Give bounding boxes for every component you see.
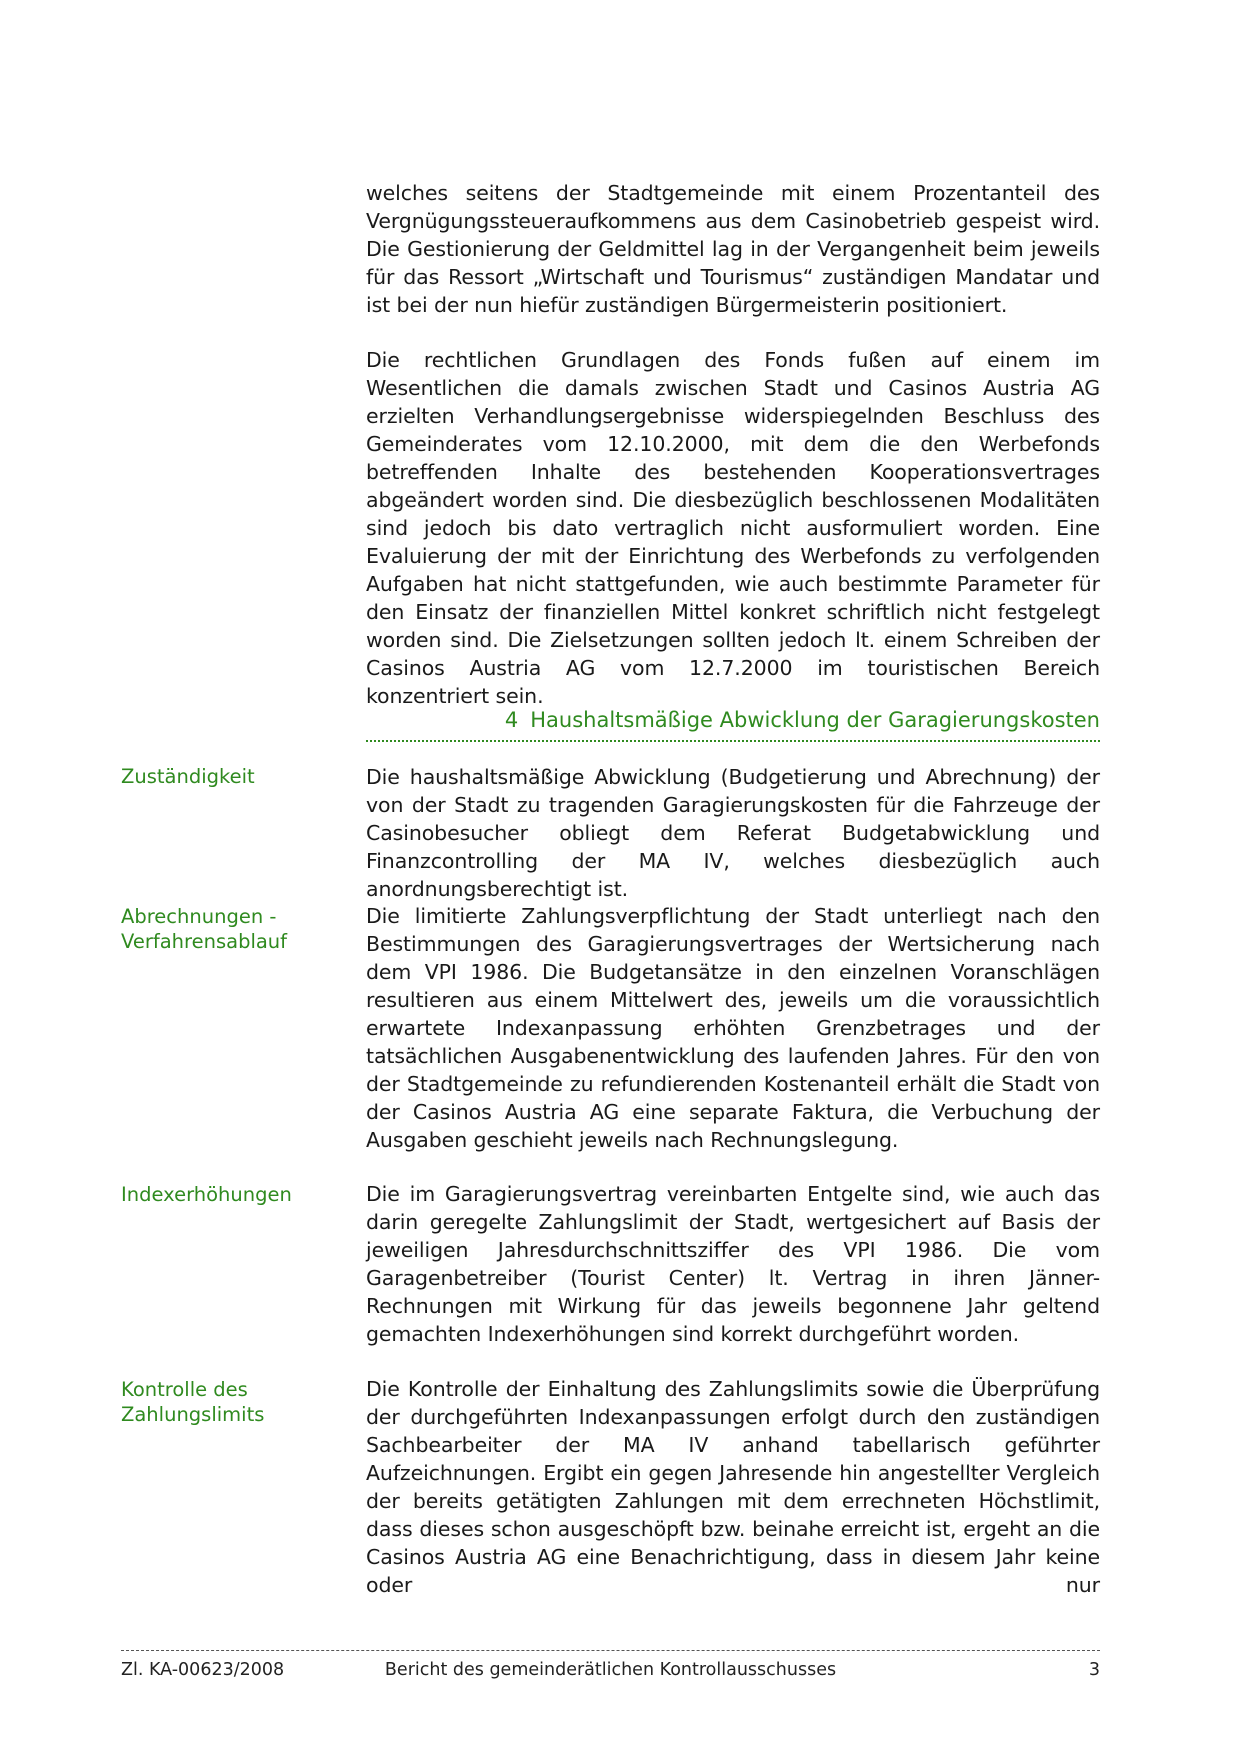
margin-label-abrechnungen-line-1: Abrechnungen - [121,905,277,928]
footer-reference: Zl. KA-00623/2008 [121,1660,285,1680]
section-heading-divider [366,740,1100,742]
margin-label-abrechnungen-line-2: Verfahrensablauf [121,930,288,953]
section-heading [366,706,1100,738]
paragraph-indexerhoehungen: Die im Garagierungsvertrag vereinbarten Entgelte sind, wie auch das darin geregelte Zahlungslimit der Stadt, wertgesichert auf Basis der jeweiligen Jahresdurchschnittsziffer des VPI 1986. Die vom Garagenbetreiber (Tourist Center) lt. Vertrag in ihren Jänner-Rechnungen mit Wirkung für das jeweils begonnene Jahr geltend gemachten Indexerhöhungen sind korrekt durchgeführt worden. [366,1182,1100,1346]
footer-divider [121,1650,1100,1651]
section-title: Haushaltsmäßige Abwicklung der Garagierungskosten [530,708,1100,732]
paragraph-abrechnungen: Die limitierte Zahlungsverpflichtung der Stadt unterliegt nach den Bestimmungen des Garagierungsvertrages der Wertsicherung nach dem VPI 1986. Die Budgetansätze in den einzelnen Voranschlägen resultieren aus einem Mittelwert des, jeweils um die voraussichtlich erwartete Indexanpassung erhöhten Grenzbetrages und der tatsächlichen Ausgabenentwicklung des laufenden Jahres. Für den von der Stadtgemeinde zu refundierenden Kostenanteil erhält die Stadt von der Casinos Austria AG eine separate Faktura, die Verbuchung der Ausgaben geschieht jeweils nach Rechnungslegung. [366,904,1100,1152]
margin-label-zustaendigkeit: Zuständigkeit [121,765,255,788]
footer-report-title: Bericht des gemeinderätlichen Kontrollausschusses [384,1660,837,1680]
footer-page-number: 3 [1088,1660,1100,1680]
margin-label-abrechnungen [121,904,341,954]
margin-label-indexerhoehungen: Indexerhöhungen [121,1183,292,1206]
margin-label-kontrolle-line-1: Kontrolle des [121,1378,248,1401]
margin-label-kontrolle-line-2: Zahlungslimits [121,1403,265,1426]
intro-paragraph-1: welches seitens der Stadtgemeinde mit einem Prozentanteil des Vergnügungssteueraufkommens aus dem Casinobetrieb gespeist wird. Die Gestionierung der Geldmittel lag in der Vergangenheit beim jeweils für das Ressort „Wirtschaft und Tourismus“ zuständigen Mandatar und ist bei der nun hiefür zuständigen Bürgermeisterin positioniert. [366,181,1100,317]
intro-paragraph-2: Die rechtlichen Grundlagen des Fonds fußen auf einem im Wesentlichen die damals zwischen Stadt und Casinos Austria AG erzielten Verhandlungsergebnisse widerspiegelnden Beschluss des Gemeinderates vom 12.10.2000, mit dem die den Werbefonds betreffenden Inhalte des bestehenden Kooperationsvertrages abgeändert worden sind. Die diesbezüglich beschlossenen Modalitäten sind jedoch bis dato vertraglich nicht ausformuliert worden. Eine Evaluierung der mit der Einrichtung des Werbefonds zu verfolgenden Aufgaben hat nicht stattgefunden, wie auch bestimmte Parameter für den Einsatz der finanziellen Mittel konkret schriftlich nicht festgelegt worden sind. Die Zielsetzungen sollten jedoch lt. einem Schreiben der Casinos Austria AG vom 12.7.2000 im touristischen Bereich konzentriert sein. [366,348,1100,708]
section-number: 4 [504,708,519,732]
margin-label-kontrolle [121,1377,341,1427]
paragraph-kontrolle: Die Kontrolle der Einhaltung des Zahlungslimits sowie die Überprüfung der durchgeführten Indexanpassungen erfolgt durch den zuständigen Sachbearbeiter der MA IV anhand tabellarisch geführter Aufzeichnungen. Ergibt ein gegen Jahresende hin angestellter Vergleich der bereits getätigten Zahlungen mit dem errechneten Höchstlimit, dass dieses schon ausgeschöpft bzw. beinahe erreicht ist, ergeht an die Casinos Austria AG eine Benachrichtigung, dass in diesem Jahr keine oder nur [366,1377,1100,1597]
paragraph-zustaendigkeit: Die haushaltsmäßige Abwicklung (Budgetierung und Abrechnung) der von der Stadt zu tragenden Garagierungskosten für die Fahrzeuge der Casinobesucher obliegt dem Referat Budgetabwicklung und Finanzcontrolling der MA IV, welches diesbezüglich auch anordnungsberechtigt ist. [366,765,1100,901]
